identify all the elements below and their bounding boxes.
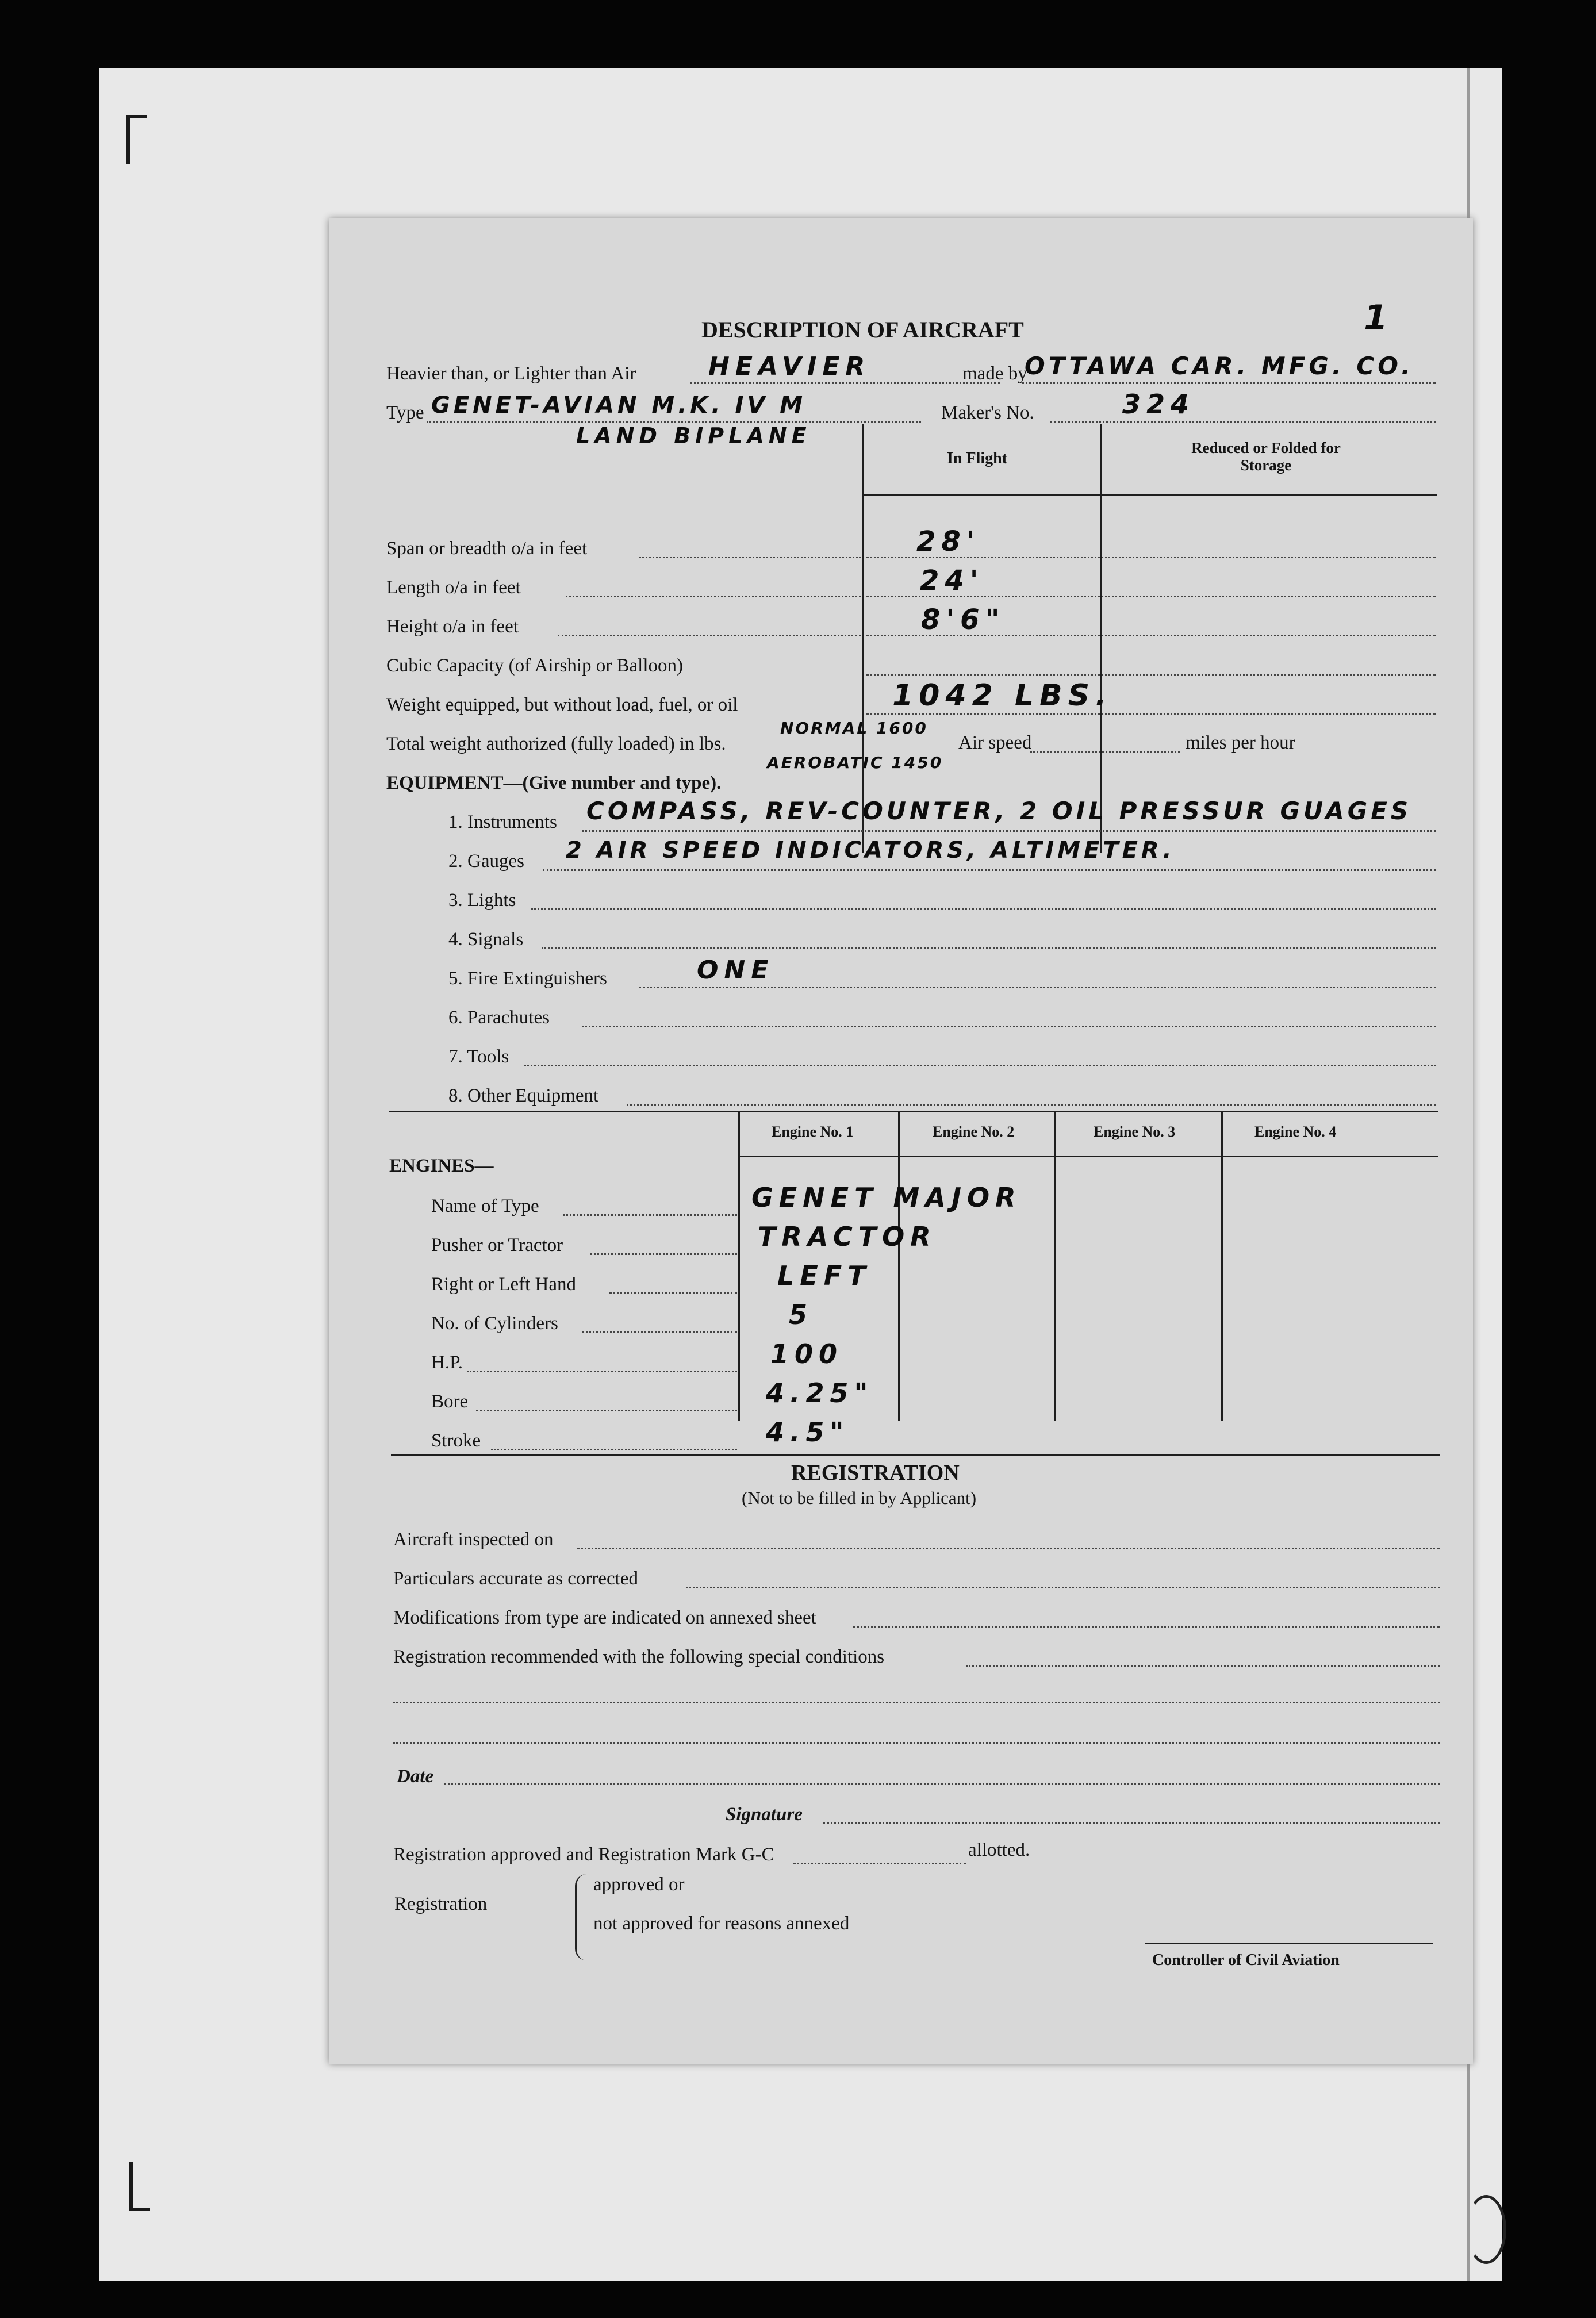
registration-subheading: (Not to be filled in by Applicant) xyxy=(742,1488,977,1508)
engine-row-label: Right or Left Hand xyxy=(431,1274,577,1295)
engine-row-label: Pusher or Tractor xyxy=(431,1235,563,1256)
engine-col-rule xyxy=(1221,1111,1223,1421)
engine-header-rule xyxy=(738,1156,1438,1157)
signature-label: Signature xyxy=(726,1804,803,1825)
made-by-line xyxy=(1022,382,1436,384)
makers-no-value: 324 xyxy=(1122,389,1195,420)
approved-mark-label: Registration approved and Registration Mark G-C xyxy=(393,1844,774,1865)
page-number: 1 xyxy=(1364,298,1394,338)
made-by-value: OTTAWA CAR. MFG. CO. xyxy=(1025,352,1414,380)
equipment-item-label: 7. Tools xyxy=(448,1046,509,1067)
type-value-2: LAND BIPLANE xyxy=(576,423,811,448)
heavier-line xyxy=(690,382,1000,384)
equipment-item-value: 2 AIR SPEED INDICATORS, ALTIMETER. xyxy=(566,837,1175,864)
type-line xyxy=(427,421,921,423)
engine-column-header: Engine No. 4 xyxy=(1254,1123,1337,1140)
binder-ring-mark xyxy=(1466,2195,1506,2264)
heavier-value: HEAVIER xyxy=(708,352,871,381)
engine-row-value: 4.5" xyxy=(766,1417,850,1448)
engine-row-value: 100 xyxy=(770,1338,843,1369)
equipment-heading: EQUIPMENT—(Give number and type). xyxy=(386,773,722,793)
not-approved-label: not approved for reasons annexed xyxy=(593,1913,850,1934)
mph-label: miles per hour xyxy=(1186,732,1295,753)
engine-column-header: Engine No. 2 xyxy=(933,1123,1015,1140)
engine-row-label: Stroke xyxy=(431,1430,481,1451)
engine-row-value: 4.25" xyxy=(766,1377,874,1409)
equipment-line-6 xyxy=(582,1026,1436,1027)
approved-or-label: approved or xyxy=(593,1874,685,1895)
form-title: DESCRIPTION OF AIRCRAFT xyxy=(701,317,1024,343)
mark-line xyxy=(793,1863,966,1864)
engines-top-rule xyxy=(389,1111,1438,1112)
engine-row-value: GENET MAJOR xyxy=(751,1182,1022,1213)
span-value: 28' xyxy=(916,525,981,558)
equipment-line-2 xyxy=(543,869,1436,871)
equipment-line-4 xyxy=(542,947,1436,949)
engine-col-rule xyxy=(898,1111,900,1421)
equipment-item-label: 5. Fire Extinguishers xyxy=(448,968,607,989)
equipment-item-label: 3. Lights xyxy=(448,890,516,911)
modifications-label: Modifications from type are indicated on annexed sheet xyxy=(393,1607,816,1628)
equipment-item-label: 8. Other Equipment xyxy=(448,1085,599,1106)
engine-row-line xyxy=(476,1410,737,1411)
reduced-folded-header: Reduced or Folded for Storage xyxy=(1191,439,1341,474)
particulars-line xyxy=(686,1587,1440,1588)
engine-col-rule xyxy=(738,1111,740,1421)
engine-column-header: Engine No. 1 xyxy=(772,1123,854,1140)
modifications-line xyxy=(853,1626,1440,1628)
equipment-item-label: 4. Signals xyxy=(448,929,524,950)
in-flight-header: In Flight xyxy=(947,450,1008,467)
particulars-label: Particulars accurate as corrected xyxy=(393,1568,638,1589)
registration-brace xyxy=(575,1874,590,1960)
equipment-item-label: 1. Instruments xyxy=(448,812,557,832)
equipment-line-3 xyxy=(531,908,1436,910)
weight-label: Weight equipped, but without load, fuel, or oil xyxy=(386,694,738,715)
span-label: Span or breadth o/a in feet xyxy=(386,538,588,559)
engine-row-value: TRACTOR xyxy=(758,1221,937,1252)
total-weight-label: Total weight authorized (fully loaded) in lbs. xyxy=(386,734,726,754)
engine-col-rule xyxy=(1054,1111,1056,1421)
inspected-label: Aircraft inspected on xyxy=(393,1529,554,1550)
registration-heading: REGISTRATION xyxy=(791,1461,960,1485)
length-line xyxy=(566,596,861,597)
engine-row-label: Bore xyxy=(431,1391,469,1412)
total-weight-normal: NORMAL 1600 xyxy=(780,719,928,738)
engine-row-line xyxy=(582,1331,737,1333)
column-header-rule xyxy=(862,494,1437,496)
engine-row-line xyxy=(609,1292,737,1294)
registration-label: Registration xyxy=(394,1894,488,1914)
weight-line xyxy=(866,713,1436,715)
crop-mark-top-left xyxy=(126,115,147,164)
height-value: 8'6" xyxy=(921,604,1006,636)
engine-row-line xyxy=(491,1449,737,1450)
engine-column-header: Engine No. 3 xyxy=(1094,1123,1176,1140)
engine-row-line xyxy=(590,1253,737,1255)
made-by-label: made by xyxy=(962,363,1027,384)
recommended-label: Registration recommended with the following special conditions xyxy=(393,1647,885,1667)
height-line xyxy=(558,635,861,636)
cubic-label: Cubic Capacity (of Airship or Balloon) xyxy=(386,655,683,676)
engine-row-label: Name of Type xyxy=(431,1196,539,1216)
height-label: Height o/a in feet xyxy=(386,616,519,637)
equipment-line-1 xyxy=(582,830,1436,832)
span-line xyxy=(639,557,861,558)
date-line xyxy=(444,1783,1440,1785)
total-weight-aerobatic: AEROBATIC 1450 xyxy=(767,753,943,772)
equipment-item-value: COMPASS, REV-COUNTER, 2 OIL PRESSUR GUAGES xyxy=(586,797,1412,825)
engine-row-line xyxy=(563,1214,737,1216)
length-value: 24' xyxy=(920,565,984,597)
crop-mark-bottom-left xyxy=(129,2162,150,2211)
length-label: Length o/a in feet xyxy=(386,577,521,598)
engine-row-value: LEFT xyxy=(777,1260,872,1291)
equipment-item-label: 2. Gauges xyxy=(448,851,524,872)
engine-row-line xyxy=(467,1371,737,1372)
conditions-line-1 xyxy=(393,1702,1440,1703)
equipment-line-5 xyxy=(639,987,1436,988)
airspeed-line xyxy=(1030,751,1180,753)
engine-row-label: H.P. xyxy=(431,1352,463,1373)
makers-no-label: Maker's No. xyxy=(941,402,1034,423)
recommended-line xyxy=(966,1665,1440,1667)
engine-row-value: 5 xyxy=(789,1299,814,1330)
equipment-line-7 xyxy=(524,1065,1436,1066)
aircraft-description-form xyxy=(329,218,1473,2064)
makers-no-line xyxy=(1050,421,1436,423)
in-flight-left-rule xyxy=(862,424,864,853)
weight-value: 1042 LBS. xyxy=(892,678,1112,713)
equipment-item-value: ONE xyxy=(697,955,774,985)
controller-signature-rule xyxy=(1145,1943,1433,1944)
airspeed-label: Air speed xyxy=(958,732,1032,753)
cubic-line xyxy=(866,674,1436,676)
controller-label: Controller of Civil Aviation xyxy=(1152,1951,1340,1969)
equipment-line-8 xyxy=(627,1104,1436,1106)
heavier-label: Heavier than, or Lighter than Air xyxy=(386,363,636,384)
engines-bottom-rule xyxy=(391,1454,1440,1456)
engine-row-label: No. of Cylinders xyxy=(431,1313,558,1334)
equipment-item-label: 6. Parachutes xyxy=(448,1007,550,1028)
type-label: Type xyxy=(386,402,424,423)
signature-line xyxy=(823,1822,1440,1824)
type-value: GENET-AVIAN M.K. IV M xyxy=(431,392,807,419)
conditions-line-2 xyxy=(393,1742,1440,1744)
date-label: Date xyxy=(397,1766,434,1787)
inspected-line xyxy=(577,1548,1440,1549)
engines-heading: ENGINES— xyxy=(389,1156,494,1176)
in-flight-right-rule xyxy=(1100,424,1102,853)
allotted-label: allotted. xyxy=(968,1840,1030,1860)
